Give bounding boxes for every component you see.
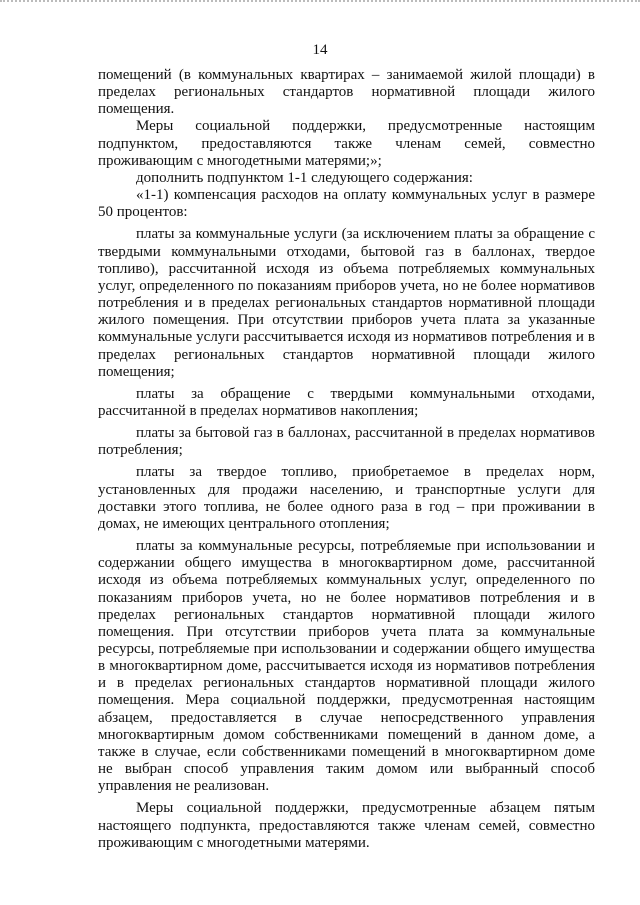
paragraph-family-members-note: Меры социальной поддержки, предусмотренные настоящим подпунктом, предоставляются также членам семей, совместно проживающим с многодетными матерями;»;	[98, 118, 595, 169]
paragraph-closing-note: Меры социальной поддержки, предусмотренные абзацем пятым настоящего подпункта, предоставляются также членам семей, совместно проживающим с многодетными матерями.	[98, 800, 595, 851]
paragraph-solid-waste: платы за обращение с твердыми коммунальными отходами, рассчитанной в пределах нормативов накопления;	[98, 385, 595, 419]
page-number: 14	[312, 42, 328, 58]
paragraph-bottled-gas: платы за бытовой газ в баллонах, рассчитанной в пределах нормативов потребления;	[98, 425, 595, 459]
paragraph-amendment-intro: дополнить подпунктом 1-1 следующего содержания:	[136, 169, 473, 186]
paragraph-solid-fuel: платы за твердое топливо, приобретаемое в пределах норм, установленных для продажи населению, и транспортные услуги для доставки этого топлива, не более одного раза в год – при проживании в домах, не имеющих центрального отопления;	[98, 464, 595, 532]
scan-top-border	[0, 0, 640, 5]
paragraph-continuation: помещений (в коммунальных квартирах – занимаемой жилой площади) в пределах региональных стандартов нормативной площади жилого помещения.	[98, 67, 595, 118]
document-body	[98, 67, 595, 852]
paragraph-utility-payment: платы за коммунальные услуги (за исключением платы за обращение с твердыми коммунальными отходами, бытовой газ в баллонах, твердое топливо), рассчитанной исходя из объема потребляемых коммунальных услуг, определенного по показаниям приборов учета, но не более нормативов потребления и в пределах региональных стандартов нормативной площади жилого помещения. При отсутствии приборов учета плата за указанные коммунальные услуги рассчитывается исходя из нормативов потребления и в пределах региональных стандартов нормативной площади жилого помещения;	[98, 226, 595, 380]
paragraph-subitem-1-1: «1-1) компенсация расходов на оплату коммунальных услуг в размере 50 процентов:	[98, 187, 595, 221]
paragraph-common-property-resources: платы за коммунальные ресурсы, потребляемые при использовании и содержании общего имущества в многоквартирном доме, рассчитанной исходя из объема потребляемых коммунальных услуг, определенного по показаниям приборов учета, но не более нормативов потребления и в пределах региональных стандартов нормативной площади жилого помещения. При отсутствии приборов учета плата за коммунальные ресурсы, потребляемые при использовании и содержании общего имущества в многоквартирном доме, рассчитывается исходя из нормативов потребления и в пределах региональных стандартов нормативной площади жилого помещения. Мера социальной поддержки, предусмотренная настоящим абзацем, предоставляется в случае непосредственного управления многоквартирным домом собственниками помещений в данном доме, а также в случае, если собственниками помещений в многоквартирном доме не выбран способ управления таким домом или выбранный способ управления не реализован.	[98, 538, 595, 795]
